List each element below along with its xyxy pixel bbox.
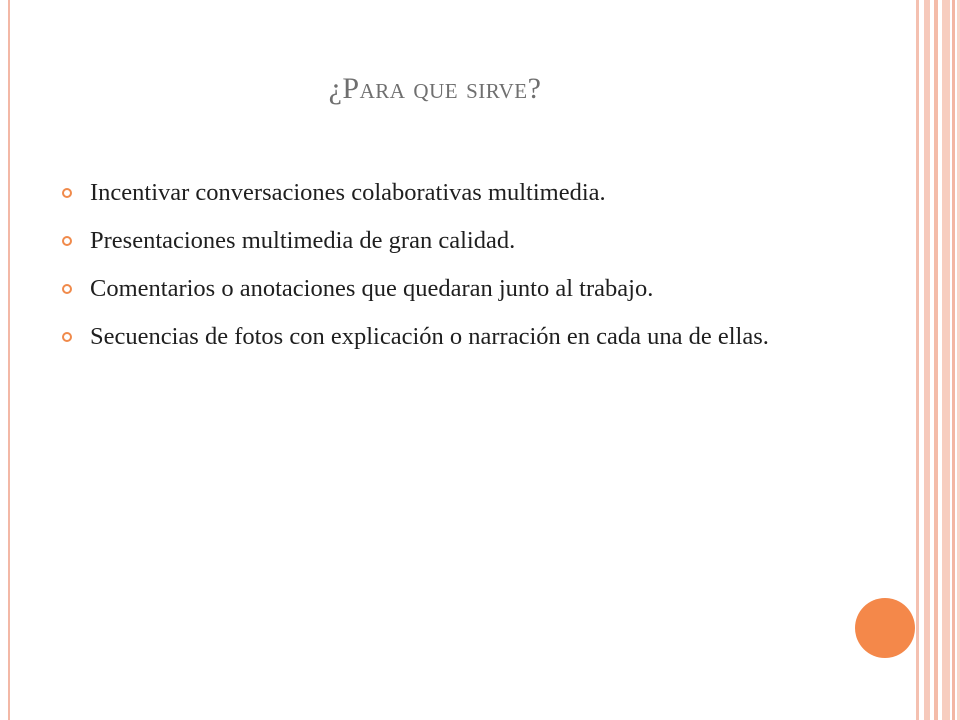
bullet-text: Secuencias de fotos con explicación o narración en cada una de ellas. — [90, 323, 769, 350]
bullet-text: Incentivar conversaciones colaborativas multimedia. — [90, 179, 606, 206]
title-initial: P — [342, 72, 360, 105]
circle-outline-icon — [62, 188, 72, 198]
circle-outline-icon — [62, 332, 72, 342]
bullet-text: Presentaciones multimedia de gran calidad. — [90, 227, 516, 254]
stripe — [942, 0, 950, 720]
stripe — [952, 0, 955, 720]
stripe — [924, 0, 930, 720]
title-suffix: ? — [527, 72, 542, 105]
stripe — [916, 0, 919, 720]
slide-title — [0, 72, 870, 106]
bullet-item — [62, 320, 852, 354]
bullet-item — [62, 176, 852, 210]
stripe — [934, 0, 938, 720]
right-decorative-stripes — [916, 0, 960, 720]
title-prefix: ¿ — [328, 72, 343, 105]
bullet-list — [62, 176, 852, 368]
circle-outline-icon — [62, 236, 72, 246]
title-rest: ara que sirve — [359, 72, 528, 105]
left-border-line — [8, 0, 10, 720]
filled-circle-icon — [855, 598, 915, 658]
bullet-item — [62, 272, 852, 306]
bullet-item — [62, 224, 852, 258]
bullet-text: Comentarios o anotaciones que quedaran junto al trabajo. — [90, 275, 654, 302]
circle-outline-icon — [62, 284, 72, 294]
